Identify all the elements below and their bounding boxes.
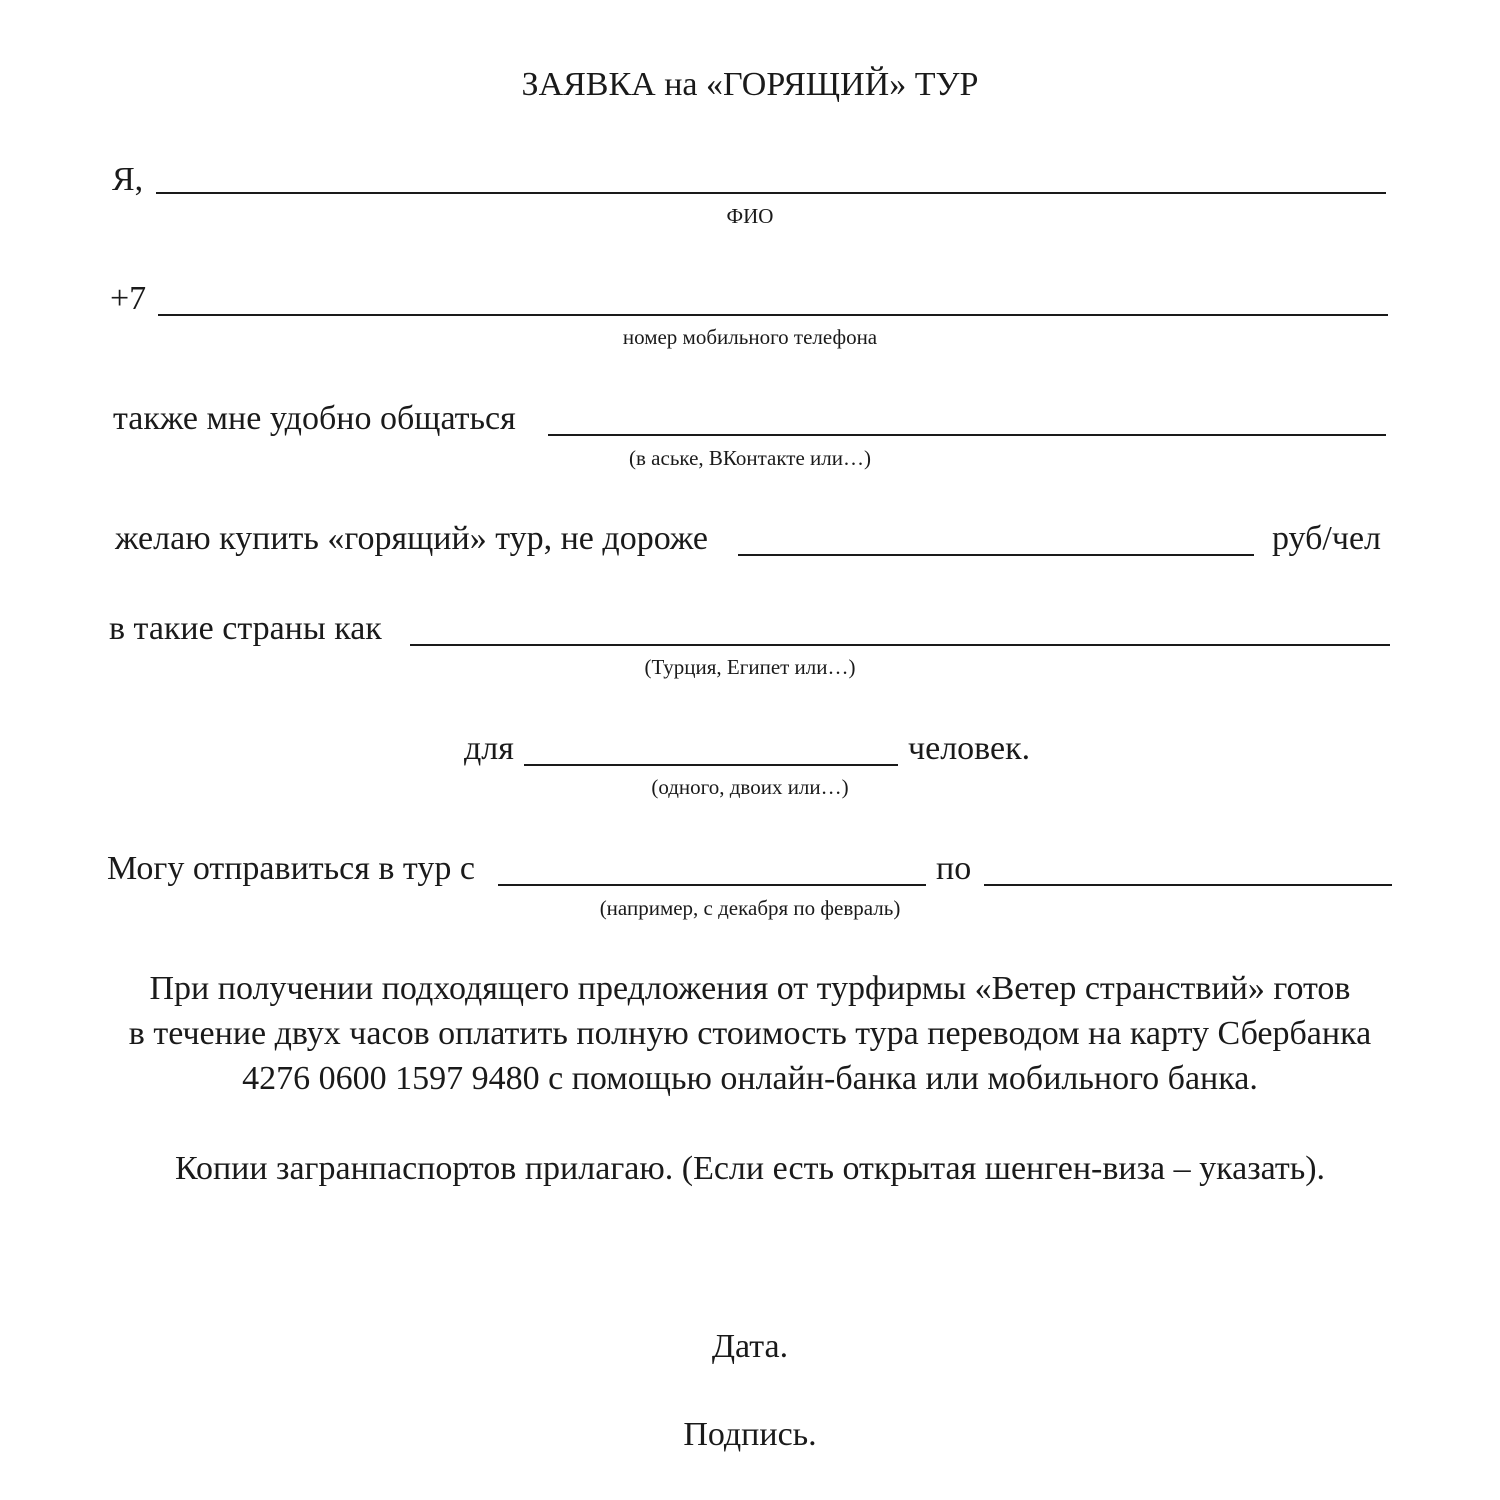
name-label: Я, bbox=[112, 161, 144, 198]
phone-underline bbox=[158, 314, 1388, 316]
contact-underline bbox=[548, 434, 1386, 436]
contact-label: также мне удобно общаться bbox=[113, 400, 516, 437]
date-label: Дата. bbox=[711, 1328, 789, 1365]
people-input[interactable] bbox=[524, 730, 898, 766]
countries-input[interactable] bbox=[410, 610, 1390, 646]
countries-underline bbox=[410, 644, 1390, 646]
payment-paragraph-line1: При получении подходящего предложения от турфирмы «Ветер странствий» готов bbox=[149, 970, 1351, 1007]
people-hint: (одного, двоих или…) bbox=[651, 775, 849, 799]
date-to-input[interactable] bbox=[984, 850, 1392, 886]
phone-input[interactable] bbox=[158, 280, 1388, 316]
phone-hint: номер мобильного телефона bbox=[622, 325, 878, 349]
contact-hint: (в аське, ВКонтакте или…) bbox=[629, 446, 871, 470]
name-hint: ФИО bbox=[726, 204, 774, 228]
price-unit-label: руб/чел bbox=[1272, 520, 1382, 557]
signature-label: Подпись. bbox=[683, 1416, 817, 1453]
price-input[interactable] bbox=[738, 520, 1254, 556]
phone-prefix-label: +7 bbox=[110, 280, 147, 317]
contact-input[interactable] bbox=[548, 400, 1386, 436]
dates-label: Могу отправиться в тур с bbox=[107, 850, 475, 887]
price-underline bbox=[738, 554, 1254, 556]
price-label: желаю купить «горящий» тур, не дороже bbox=[115, 520, 708, 557]
countries-hint: (Турция, Египет или…) bbox=[644, 655, 856, 679]
date-from-input[interactable] bbox=[498, 850, 926, 886]
date-from-underline bbox=[498, 884, 926, 886]
people-unit-label: человек. bbox=[908, 730, 1031, 767]
date-to-underline bbox=[984, 884, 1392, 886]
dates-to-label: по bbox=[936, 850, 972, 887]
name-underline bbox=[156, 192, 1386, 194]
people-label: для bbox=[464, 730, 514, 767]
payment-paragraph-line2: в течение двух часов оплатить полную стоимость тура переводом на карту Сбербанка bbox=[128, 1015, 1372, 1052]
payment-paragraph-line3: 4276 0600 1597 9480 с помощью онлайн-банка или мобильного банка. bbox=[242, 1060, 1258, 1097]
countries-label: в такие страны как bbox=[109, 610, 382, 647]
dates-hint: (например, с декабря по февраль) bbox=[599, 896, 901, 920]
attachments-note: Копии загранпаспортов прилагаю. (Если есть открытая шенген-виза – указать). bbox=[174, 1150, 1326, 1187]
form-title: ЗАЯВКА на «ГОРЯЩИЙ» ТУР bbox=[521, 66, 979, 103]
name-input[interactable] bbox=[156, 158, 1386, 194]
people-underline bbox=[524, 764, 898, 766]
